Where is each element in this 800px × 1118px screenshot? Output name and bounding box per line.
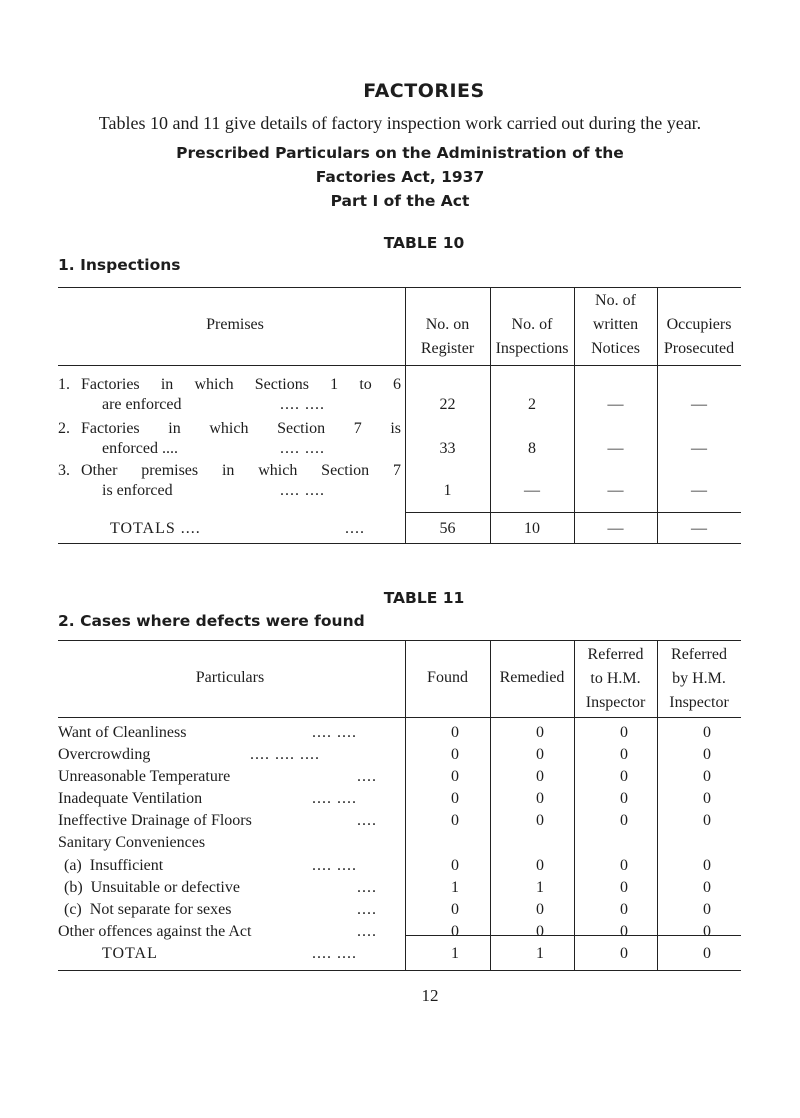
table11-header-rule	[58, 717, 741, 718]
leader-dots: ....	[357, 768, 377, 785]
table11-header-referred-by: Referred by H.M. Inspector	[669, 646, 729, 711]
table11-row-label: Inadequate Ventilation	[58, 790, 203, 807]
leader-dots: ....	[357, 901, 377, 918]
table10-header-prosecuted: Occupiers Prosecuted	[663, 316, 735, 357]
table11-remedied-value: 0	[536, 857, 544, 874]
table11-to-hm-value: 0	[620, 857, 628, 874]
table10-header-rule	[58, 365, 741, 366]
intro-text: Tables 10 and 11 give details of factory inspection work carried out during the year.	[98, 113, 702, 133]
table10-register-value: 1	[443, 482, 452, 499]
table10-header-register: No. on Register	[420, 316, 475, 357]
table10-header-notices: No. of written Notices	[591, 292, 640, 357]
table11-row-label: Overcrowding	[58, 746, 151, 763]
table11-found-value: 0	[451, 901, 459, 918]
table11-title: TABLE 11	[383, 589, 465, 607]
table11-section: 2. Cases where defects were found	[58, 612, 365, 630]
table11-remedied-value: 0	[536, 812, 544, 829]
table10-row-number: 1.	[58, 376, 70, 393]
table10-row-label: Other premises in which Section 7	[81, 462, 401, 479]
table11-by-hm-value: 0	[703, 901, 711, 918]
table11-by-hm-value: 0	[703, 923, 711, 940]
table11-group-label: Sanitary Conveniences	[58, 834, 206, 851]
table11-by-hm-value: 0	[703, 746, 711, 763]
subtitle-line-1: Prescribed Particulars on the Administration of the	[176, 144, 624, 162]
table10-row-label-cont: enforced ....	[102, 440, 178, 457]
table11-row-label: (b) Unsuitable or defective	[64, 879, 240, 896]
table10-row-label-cont: are enforced	[102, 396, 182, 413]
subtitle-line-2: Factories Act, 1937	[315, 168, 485, 186]
table11-to-hm-value: 0	[620, 879, 628, 896]
leader-dots: ....	[345, 520, 365, 537]
table10-notices-value: —	[607, 482, 624, 499]
table10-total-register: 56	[439, 520, 456, 537]
table11-by-hm-value: 0	[703, 790, 711, 807]
leader-dots: ....	[357, 923, 377, 940]
leader-dots: .... ....	[280, 440, 325, 457]
leader-dots: ....	[357, 812, 377, 829]
table11-to-hm-value: 0	[620, 768, 628, 785]
leader-dots: .... ....	[312, 945, 357, 962]
table11-to-hm-value: 0	[620, 812, 628, 829]
leader-dots: .... ....	[280, 482, 325, 499]
table11-remedied-value: 1	[536, 879, 544, 896]
table11-total-remedied: 1	[536, 945, 544, 962]
table11-by-hm-value: 0	[703, 879, 711, 896]
table10-total-prosecuted: —	[691, 520, 707, 537]
leader-dots: .... ....	[280, 396, 325, 413]
table11-by-hm-value: 0	[703, 812, 711, 829]
table11-row-label: Want of Cleanliness	[58, 724, 187, 741]
table11-to-hm-value: 0	[620, 923, 628, 940]
table11-top-rule	[58, 640, 741, 641]
table11-found-value: 0	[451, 746, 459, 763]
table11-by-hm-value: 0	[703, 857, 711, 874]
table11-remedied-value: 0	[536, 724, 544, 741]
table11-found-value: 0	[451, 790, 459, 807]
table11-total-by-hm: 0	[703, 945, 711, 962]
leader-dots: .... ....	[312, 790, 357, 807]
table11-by-hm-value: 0	[703, 724, 711, 741]
table11-total-found: 1	[451, 945, 459, 962]
table10-bottom-rule	[58, 543, 741, 544]
table11-found-value: 0	[451, 724, 459, 741]
table10-prosecuted-value: —	[691, 482, 707, 499]
page-number: 12	[421, 986, 439, 1005]
table11-by-hm-value: 0	[703, 768, 711, 785]
table11-row-label: Other offences against the Act	[58, 923, 252, 940]
table11-header-remedied: Remedied	[499, 669, 565, 686]
table10-prosecuted-value: —	[691, 440, 707, 457]
table10-row-number: 2.	[58, 420, 70, 437]
table11-row-label: Unreasonable Temperature	[58, 768, 231, 785]
table11-found-value: 1	[451, 879, 459, 896]
table10-notices-value: —	[607, 396, 624, 413]
table10-notices-value: —	[607, 440, 624, 457]
table10-inspections-value: —	[524, 482, 540, 499]
table11-to-hm-value: 0	[620, 790, 628, 807]
table10-title: TABLE 10	[383, 234, 465, 252]
table11-row-label: Ineffective Drainage of Floors	[58, 812, 252, 829]
table11-total-label: TOTAL	[102, 945, 158, 962]
table10-row-label: Factories in which Sections 1 to 6	[81, 376, 401, 393]
table10-register-value: 33	[439, 440, 456, 457]
table11-found-value: 0	[451, 768, 459, 785]
table11-header-found: Found	[427, 669, 468, 686]
table11-remedied-value: 0	[536, 901, 544, 918]
leader-dots: ....	[357, 879, 377, 896]
table11-remedied-value: 0	[536, 746, 544, 763]
table10-row-label: Factories in which Section 7 is	[81, 420, 401, 437]
table10-total-notices: —	[607, 520, 624, 537]
table10-header-inspections: No. of Inspections	[495, 316, 569, 357]
table11-to-hm-value: 0	[620, 724, 628, 741]
table11-to-hm-value: 0	[620, 901, 628, 918]
table11-found-value: 0	[451, 923, 459, 940]
table10-inspections-value: 2	[528, 396, 536, 413]
table11-header-particulars: Particulars	[195, 669, 265, 686]
table10-total-inspections: 10	[524, 520, 540, 537]
table10-inspections-value: 8	[528, 440, 536, 457]
table11-found-value: 0	[451, 857, 459, 874]
table11-found-value: 0	[451, 812, 459, 829]
table11-row-label: (a) Insufficient	[64, 857, 164, 874]
table11-bottom-rule	[58, 970, 741, 971]
table10-totals-rule	[405, 512, 741, 513]
table11-remedied-value: 0	[536, 768, 544, 785]
table10-prosecuted-value: —	[691, 396, 707, 413]
table10-section: 1. Inspections	[58, 256, 181, 274]
table10-row-label-cont: is enforced	[102, 482, 173, 499]
table10-register-value: 22	[439, 396, 456, 413]
table10-row-number: 3.	[58, 462, 70, 479]
table10-totals-label: TOTALS ....	[110, 520, 201, 537]
subtitle-line-3: Part I of the Act	[330, 192, 470, 210]
leader-dots: .... ....	[312, 724, 357, 741]
leader-dots: .... ....	[312, 857, 357, 874]
table11-row-label: (c) Not separate for sexes	[64, 901, 232, 918]
table10-header-premises: Premises	[206, 316, 264, 333]
table11-remedied-value: 0	[536, 923, 544, 940]
table11-total-to-hm: 0	[620, 945, 628, 962]
table10-top-rule	[58, 287, 741, 288]
table11-header-referred-to: Referred to H.M. Inspector	[585, 646, 646, 711]
table11-to-hm-value: 0	[620, 746, 628, 763]
table11-remedied-value: 0	[536, 790, 544, 807]
leader-dots: .... .... ....	[250, 746, 320, 763]
page-title: FACTORIES	[363, 80, 485, 102]
